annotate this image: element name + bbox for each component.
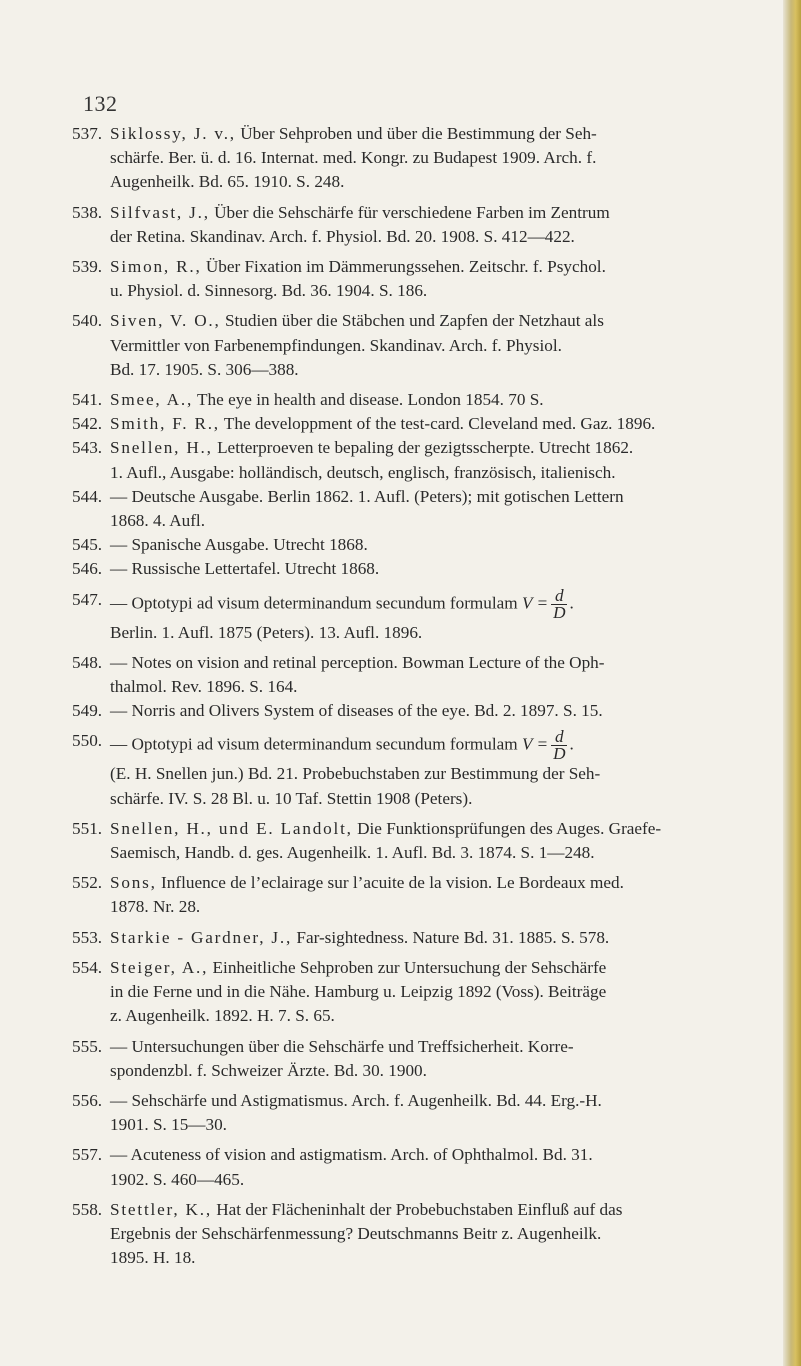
- bib-entry: [72, 388, 768, 412]
- entry-number: 551.: [72, 818, 103, 838]
- entry-text-line: Norris and Olivers System of diseases of the eye. Bd. 2. 1897. S. 15.: [131, 701, 603, 721]
- entry-text-line: Acuteness of vision and astigmatism. Arch. of Ophthalmol. Bd. 31.: [130, 1145, 593, 1165]
- entry-number: 555.: [72, 1036, 103, 1056]
- formula-trail: .: [569, 593, 574, 613]
- formula-numerator: d: [551, 729, 567, 746]
- entry-author: —: [110, 734, 128, 754]
- entry-author: Smith, F. R.,: [110, 414, 220, 434]
- formula-lhs: V =: [521, 734, 549, 754]
- entry-number: 558.: [72, 1199, 103, 1219]
- entry-text-line: Sehschärfe und Astigmatismus. Arch. f. Augenheilk. Bd. 44. Erg.-H.: [131, 1090, 602, 1110]
- entry-text-line: Influence de l’eclairage sur l’acuite de la vision. Le Bordeaux med.: [161, 873, 624, 893]
- entry-text-line: Berlin. 1. Aufl. 1875 (Peters). 13. Aufl. 1896.: [110, 622, 423, 642]
- bib-entry: [72, 557, 768, 581]
- entry-text-line: The developpment of the test-card. Cleveland med. Gaz. 1896.: [223, 414, 656, 434]
- bib-entry: [72, 585, 768, 645]
- entry-author: Snellen, H.,: [110, 438, 213, 458]
- entry-text-line: schärfe. IV. S. 28 Bl. u. 10 Taf. Stettin 1908 (Peters).: [110, 788, 473, 808]
- bib-entry: [72, 729, 768, 810]
- formula-trail: .: [569, 734, 574, 754]
- bib-entry: [72, 651, 768, 699]
- entry-number: 556.: [72, 1090, 103, 1110]
- entry-number: 539.: [72, 257, 103, 277]
- entry-number: 550.: [72, 731, 103, 751]
- entry-text-line: 1878. Nr. 28.: [110, 897, 201, 917]
- entry-number: 557.: [72, 1145, 103, 1165]
- bib-entry: [72, 309, 768, 382]
- bib-entry: [72, 699, 768, 723]
- entry-author: Starkie - Gardner, J.,: [110, 927, 293, 947]
- entry-text-line: 1902. S. 460—465.: [110, 1169, 245, 1189]
- formula-denominator: D: [553, 744, 566, 764]
- entry-text-line: schärfe. Ber. ü. d. 16. Internat. med. Kongr. zu Budapest 1909. Arch. f.: [110, 148, 597, 168]
- entry-author: Stettler, K.,: [110, 1199, 212, 1219]
- entry-text-line: Über Fixation im Dämmerungssehen. Zeitschr. f. Psychol.: [205, 257, 606, 277]
- bib-entry: [72, 122, 768, 195]
- entry-text-line: 1868. 4. Aufl.: [110, 511, 206, 531]
- entry-text-line: in die Ferne und in die Nähe. Hamburg u. Leipzig 1892 (Voss). Beiträge: [110, 982, 607, 1002]
- entry-text-line: Letterproeven te bepaling der gezigtsscherpte. Utrecht 1862.: [217, 438, 634, 458]
- entry-author: Siklossy, J. v.,: [110, 124, 236, 143]
- formula-fraction: [551, 585, 567, 622]
- entry-text-line: Einheitliche Sehproben zur Untersuchung der Sehschärfe: [212, 957, 607, 977]
- entry-author: Steiger, A.,: [110, 957, 209, 977]
- bibliography-list: [72, 122, 768, 1270]
- entry-author: Siven, V. O.,: [110, 311, 221, 331]
- entry-number: 543.: [72, 438, 103, 458]
- entry-text-line: 1901. S. 15—30.: [110, 1115, 227, 1135]
- entry-number: 548.: [72, 652, 103, 672]
- formula-fraction: [551, 729, 567, 762]
- entry-number: 554.: [72, 957, 103, 977]
- entry-number: 538.: [72, 202, 103, 222]
- entry-author: Smee, A.,: [110, 390, 194, 410]
- entry-author: Sons,: [110, 873, 157, 893]
- entry-text-line: Notes on vision and retinal perception. Bowman Lecture of the Oph-: [131, 652, 605, 672]
- entry-text-line: Hat der Flächeninhalt der Probebuchstaben Einfluß auf das: [216, 1199, 623, 1219]
- entry-text-line: Vermittler von Farbenempfindungen. Skandinav. Arch. f. Physiol.: [110, 335, 562, 355]
- entry-author: —: [110, 486, 128, 506]
- entry-author: —: [110, 559, 128, 579]
- entry-number: 549.: [72, 701, 103, 721]
- page-number: 132: [83, 91, 118, 116]
- entry-text-line: Ergebnis der Sehschärfenmessung? Deutschmanns Beitr z. Augenheilk.: [110, 1223, 602, 1243]
- entry-author: —: [110, 652, 128, 672]
- entry-number: 542.: [72, 414, 103, 434]
- entry-text-line: der Retina. Skandinav. Arch. f. Physiol. Bd. 20. 1908. S. 412—422.: [110, 226, 575, 246]
- entry-text-line: 1895. H. 18.: [110, 1248, 196, 1268]
- bib-entry: [72, 412, 768, 436]
- bib-entry: [72, 956, 768, 1029]
- bib-entry: [72, 926, 768, 950]
- entry-text-line: thalmol. Rev. 1896. S. 164.: [110, 677, 298, 697]
- entry-number: 540.: [72, 311, 103, 331]
- bib-entry: [72, 1143, 768, 1191]
- entry-text-line: Deutsche Ausgabe. Berlin 1862. 1. Aufl. (Peters); mit gotischen Lettern: [131, 486, 624, 506]
- bib-entry: [72, 1035, 768, 1083]
- entry-author: —: [110, 593, 128, 613]
- entry-number: 545.: [72, 535, 103, 555]
- entry-number: 544.: [72, 486, 103, 506]
- entry-number: 553.: [72, 927, 103, 947]
- entry-text-line: Optotypi ad visum determinandum secundum formulam: [131, 734, 518, 754]
- entry-text-line: Spanische Ausgabe. Utrecht 1868.: [131, 535, 368, 555]
- entry-number: 546.: [72, 559, 103, 579]
- entry-text-line: Saemisch, Handb. d. ges. Augenheilk. 1. Aufl. Bd. 3. 1874. S. 1—248.: [110, 843, 595, 863]
- entry-text-line: Die Funktionsprüfungen des Auges. Graefe-: [357, 818, 662, 838]
- bib-entry: [72, 1198, 768, 1271]
- entry-text-line: Untersuchungen über die Sehschärfe und Treffsicherheit. Korre-: [131, 1036, 574, 1056]
- entry-text-line: Über Sehproben und über die Bestimmung der Seh-: [240, 124, 597, 143]
- formula-numerator: d: [551, 588, 567, 605]
- entry-text-line: u. Physiol. d. Sinnesorg. Bd. 36. 1904. S. 186.: [110, 281, 428, 301]
- entry-number: 547.: [72, 589, 103, 609]
- entry-text-line: Augenheilk. Bd. 65. 1910. S. 248.: [110, 172, 345, 192]
- entry-text-line: The eye in health and disease. London 1854. 70 S.: [197, 390, 544, 410]
- bib-entry: [72, 255, 768, 303]
- entry-text-line: Russische Lettertafel. Utrecht 1868.: [131, 559, 380, 579]
- entry-text-line: Far-sightedness. Nature Bd. 31. 1885. S. 578.: [296, 927, 610, 947]
- entry-text-line: z. Augenheilk. 1892. H. 7. S. 65.: [110, 1006, 335, 1026]
- bib-entry: [72, 817, 768, 865]
- entry-text-line: Studien über die Stäbchen und Zapfen der Netzhaut als: [224, 311, 604, 331]
- entry-author: —: [110, 1090, 128, 1110]
- page-edge: [783, 0, 801, 1366]
- entry-author: —: [110, 1036, 128, 1056]
- entry-number: 537.: [72, 124, 103, 143]
- entry-text-line: Über die Sehschärfe für verschiedene Farben im Zentrum: [214, 202, 610, 222]
- bib-entry: [72, 436, 768, 484]
- bib-entry: [72, 533, 768, 557]
- entry-text-line: Optotypi ad visum determinandum secundum formulam: [131, 593, 518, 613]
- entry-number: 552.: [72, 873, 103, 893]
- entry-author: Simon, R.,: [110, 257, 202, 277]
- bib-entry: [72, 1089, 768, 1137]
- entry-text-line: spondenzbl. f. Schweizer Ärzte. Bd. 30. 1900.: [110, 1060, 427, 1080]
- entry-number: 541.: [72, 390, 103, 410]
- entry-text-line: Bd. 17. 1905. S. 306—388.: [110, 359, 299, 379]
- bib-entry: [72, 201, 768, 249]
- bib-entry: [72, 485, 768, 533]
- entry-text-line: (E. H. Snellen jun.) Bd. 21. Probebuchstaben zur Bestimmung der Seh-: [110, 764, 601, 784]
- entry-author: —: [110, 1145, 128, 1165]
- formula-denominator: D: [553, 602, 566, 622]
- entry-text-line: 1. Aufl., Ausgabe: holländisch, deutsch, englisch, französisch, italienisch.: [110, 462, 616, 482]
- entry-author: Silfvast, J.,: [110, 202, 210, 222]
- entry-author: —: [110, 701, 128, 721]
- entry-author: Snellen, H., und E. Landolt,: [110, 818, 353, 838]
- entry-author: —: [110, 535, 128, 555]
- bib-entry: [72, 871, 768, 919]
- formula-lhs: V =: [521, 593, 549, 613]
